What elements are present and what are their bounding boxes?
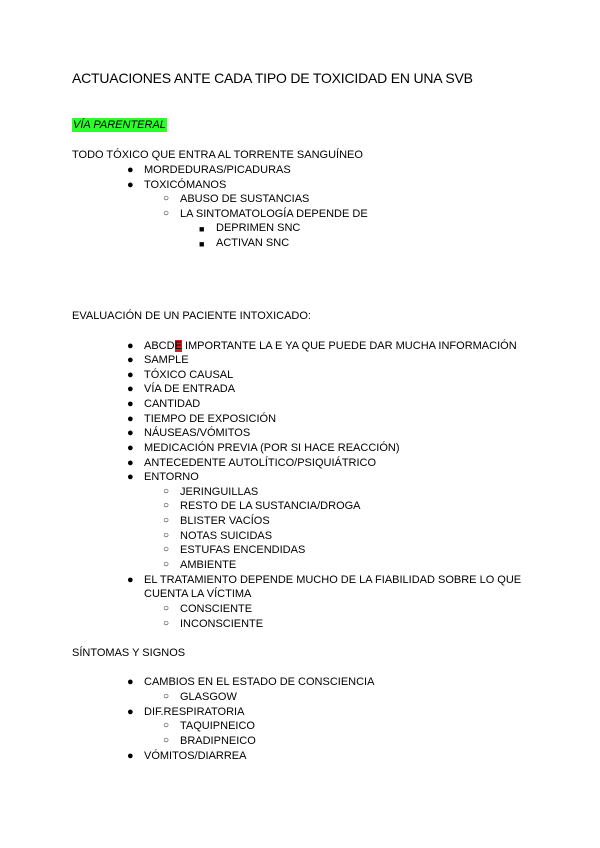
list-item: GLASGOW [180,691,237,703]
list-item: CANTIDAD [144,398,201,410]
bullet-disc-icon: ● [127,369,134,381]
bullet-circle-icon: ○ [163,691,170,702]
list-item: AMBIENTE [180,559,237,571]
list-item: SAMPLE [144,354,189,366]
list-item: ACTIVAN SNC [216,237,290,249]
parenteral-heading: VÍA PARENTERAL [73,119,166,131]
document-title: ACTUACIONES ANTE CADA TIPO DE TOXICIDAD EN UNA SVB [72,70,473,86]
list-item: VÍA DE ENTRADA [144,383,236,395]
bullet-disc-icon: ● [127,179,134,191]
list-item: BRADIPNEICO [180,735,256,747]
list-item: TIEMPO DE EXPOSICIÓN [144,413,277,425]
bullet-disc-icon: ● [127,457,134,469]
bullet-circle-icon: ○ [163,193,170,204]
list-item: TAQUIPNEICO [180,720,255,732]
bullet-circle-icon: ○ [163,208,170,219]
list-item: ESTUFAS ENCENDIDAS [180,544,306,556]
abcde-highlight: E [174,340,182,352]
bullet-disc-icon: ● [127,413,134,425]
list-item: RESTO DE LA SUSTANCIA/DROGA [180,500,361,512]
bullet-square-icon: ■ [199,239,205,249]
bullet-circle-icon: ○ [163,603,170,614]
list-item: JERINGUILLAS [180,486,259,498]
bullet-square-icon: ■ [199,224,205,234]
bullet-disc-icon: ● [127,442,134,454]
list-item: ANTECEDENTE AUTOLÍTICO/PSIQUIÁTRICO [144,457,377,469]
abcde-rest: IMPORTANTE LA E YA QUE PUEDE DAR MUCHA INFORMACIÓN [181,340,517,352]
list-item: MEDICACIÓN PREVIA (POR SI HACE REACCIÓN) [144,442,400,454]
list-item: CAMBIOS EN EL ESTADO DE CONSCIENCIA [144,676,375,688]
bullet-disc-icon: ● [127,383,134,395]
bullet-disc-icon: ● [127,164,134,176]
bullet-disc-icon: ● [127,574,134,586]
list-item: EL TRATAMIENTO DEPENDE MUCHO DE LA FIABILIDAD SOBRE LO QUE [144,574,522,586]
list-item: NÁUSEAS/VÓMITOS [144,427,251,439]
bullet-circle-icon: ○ [163,530,170,541]
bullet-disc-icon: ● [127,750,134,762]
bullet-circle-icon: ○ [163,559,170,570]
list-item: BLISTER VACÍOS [180,515,270,527]
bullet-circle-icon: ○ [163,486,170,497]
list-item: MORDEDURAS/PICADURAS [144,164,291,176]
bullet-circle-icon: ○ [163,618,170,629]
list-item-abcde [144,339,517,353]
parenteral-intro: TODO TÓXICO QUE ENTRA AL TORRENTE SANGUÍNEO [72,149,363,161]
list-item: TOXICÓMANOS [144,179,227,191]
evaluacion-heading: EVALUACIÓN DE UN PACIENTE INTOXICADO: [72,310,311,322]
bullet-disc-icon: ● [127,354,134,366]
bullet-disc-icon: ● [127,676,134,688]
list-item: TÓXICO CAUSAL [144,369,234,381]
bullet-disc-icon: ● [127,706,134,718]
bullet-circle-icon: ○ [163,735,170,746]
list-item: NOTAS SUICIDAS [180,530,273,542]
list-item: DEPRIMEN SNC [216,222,301,234]
list-item: DIF.RESPIRATORIA [144,706,245,718]
list-item: CONSCIENTE [180,603,253,615]
list-item: VÓMITOS/DIARREA [144,750,247,762]
bullet-circle-icon: ○ [163,544,170,555]
list-item: LA SINTOMATOLOGÍA DEPENDE DE [180,208,368,220]
sintomas-heading: SÍNTOMAS Y SIGNOS [72,647,186,659]
abcd-text: ABCD [144,340,175,352]
list-item-continuation: CUENTA LA VÍCTIMA [144,588,252,600]
bullet-disc-icon: ● [127,427,134,439]
list-item: ABUSO DE SUSTANCIAS [180,193,310,205]
bullet-disc-icon: ● [127,340,134,352]
bullet-circle-icon: ○ [163,515,170,526]
list-item: ENTORNO [144,471,199,483]
bullet-circle-icon: ○ [163,500,170,511]
bullet-disc-icon: ● [127,471,134,483]
bullet-circle-icon: ○ [163,720,170,731]
list-item: INCONSCIENTE [180,618,264,630]
bullet-disc-icon: ● [127,398,134,410]
